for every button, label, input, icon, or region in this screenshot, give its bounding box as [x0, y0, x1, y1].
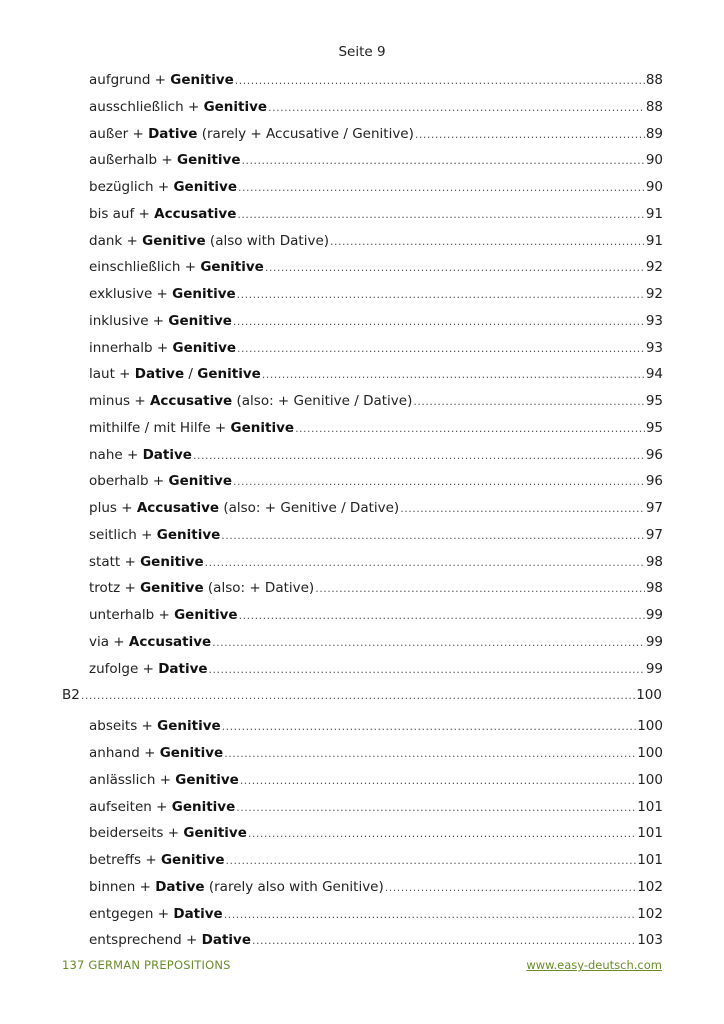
- toc-entry[interactable]: [89, 99, 663, 121]
- toc-entry-case: Genitive: [230, 419, 295, 436]
- toc-entry-label: [89, 233, 329, 249]
- toc-entry-text: seitlich +: [89, 526, 157, 543]
- toc-page-number: 93: [645, 312, 663, 329]
- toc-leader-dots: [233, 315, 645, 328]
- toc-entry-text: beiderseits +: [89, 825, 184, 842]
- toc-entry-label: [89, 99, 267, 115]
- toc-leader-dots: [236, 801, 636, 814]
- toc-entry[interactable]: [89, 393, 663, 415]
- toc-page-number: 94: [645, 366, 663, 383]
- toc-page-number: 101: [637, 852, 663, 868]
- toc-entry-text: abseits +: [89, 718, 158, 735]
- toc-entry-case: Dative: [158, 660, 208, 677]
- toc-page-number: 91: [645, 232, 663, 249]
- toc-entry-label: [89, 447, 192, 463]
- toc-entry-case: Genitive: [200, 259, 264, 276]
- toc-section-heading[interactable]: [62, 687, 662, 709]
- toc-entry-case: Genitive: [197, 366, 261, 383]
- toc-entry-label: [89, 206, 236, 222]
- toc-entry-text: B2: [62, 687, 80, 704]
- toc-entry-label: [89, 745, 223, 761]
- toc-entry-label: [89, 906, 223, 922]
- toc-entry[interactable]: [89, 366, 663, 388]
- toc-entry-text: /: [184, 366, 198, 383]
- toc-entry-case: Genitive: [172, 286, 236, 302]
- toc-page-number: 96: [645, 446, 663, 463]
- toc-page-number: 98: [645, 553, 663, 570]
- toc-entry-case: Genitive: [173, 179, 237, 195]
- toc-leader-dots: [212, 636, 645, 649]
- toc-leader-dots: [209, 663, 645, 676]
- toc-entry-case: Genitive: [175, 771, 239, 788]
- toc-entry-label: [89, 527, 220, 543]
- toc-entry-text: aufgrund +: [89, 72, 171, 88]
- toc-entry-text: zufolge +: [89, 660, 159, 677]
- toc-page-number: 88: [645, 98, 663, 115]
- toc-entry-text: inklusive +: [89, 312, 169, 329]
- toc-page-number: 101: [637, 798, 663, 815]
- toc-leader-dots: [238, 181, 645, 194]
- toc-leader-dots: [265, 261, 645, 274]
- toc-leader-dots: [400, 502, 645, 515]
- toc-entry-case: Accusative: [154, 205, 237, 222]
- toc-entry-text: außerhalb +: [89, 152, 177, 169]
- toc-entry-text: anhand +: [89, 745, 160, 761]
- toc-entry-text: (rarely + Accusative / Genitive): [197, 125, 414, 142]
- toc-leader-dots: [240, 774, 636, 787]
- toc-entry[interactable]: [89, 500, 663, 522]
- toc-leader-dots: [224, 908, 637, 921]
- toc-entry-text: bis auf +: [89, 205, 155, 222]
- toc-entry-case: Genitive: [174, 607, 238, 623]
- toc-entry-label: [89, 259, 264, 275]
- toc-entry-text: ausschließlich +: [89, 98, 204, 115]
- toc-leader-dots: [252, 934, 636, 947]
- toc-entry[interactable]: [89, 126, 663, 148]
- toc-entry-label: [89, 799, 235, 815]
- toc-leader-dots: [225, 854, 636, 867]
- toc-entry-text: oberhalb +: [89, 473, 169, 490]
- toc-leader-dots: [415, 128, 645, 141]
- toc-leader-dots: [224, 747, 636, 760]
- toc-entry-text: einschließlich +: [89, 259, 201, 276]
- toc-entry-label: [89, 879, 384, 895]
- toc-entry-text: mithilfe / mit Hilfe +: [89, 419, 231, 436]
- page-header: Seite 9: [338, 44, 386, 60]
- toc-leader-dots: [268, 101, 645, 114]
- toc-entry[interactable]: [89, 179, 663, 201]
- toc-leader-dots: [81, 689, 635, 702]
- toc-page-number: 95: [645, 419, 663, 436]
- toc-entry-label: [89, 554, 204, 570]
- toc-entry-text: nahe +: [89, 446, 143, 463]
- toc-entry-label: [89, 852, 224, 868]
- toc-page-number: 97: [645, 526, 663, 543]
- toc-entry-label: [89, 313, 232, 329]
- toc-entry-label: [89, 126, 414, 142]
- toc-page-number: 96: [645, 473, 663, 490]
- toc-entry-case: Dative: [142, 446, 192, 463]
- toc-entry[interactable]: [89, 906, 663, 928]
- toc-entry-text: aufseiten +: [89, 798, 172, 815]
- toc-leader-dots: [237, 208, 644, 221]
- toc-entry[interactable]: [89, 259, 663, 281]
- toc-entry[interactable]: [89, 313, 663, 335]
- toc-entry-text: bezüglich +: [89, 179, 174, 195]
- toc-leader-dots: [221, 529, 645, 542]
- toc-page-number: 102: [637, 905, 663, 922]
- toc-entry-text: laut +: [89, 366, 135, 383]
- toc-entry[interactable]: [89, 420, 663, 442]
- toc-entry-text: (also: + Genitive / Dative): [219, 500, 400, 516]
- toc-entry-label: [89, 420, 294, 436]
- toc-page-number: 88: [645, 72, 663, 88]
- toc-entry-text: via +: [89, 633, 129, 650]
- toc-page-number: 100: [637, 771, 663, 788]
- toc-entry-case: Genitive: [183, 825, 247, 842]
- toc-page-number: 100: [636, 687, 662, 704]
- toc-entry-case: Genitive: [159, 745, 224, 761]
- toc-page-number: 101: [637, 825, 663, 842]
- toc-leader-dots: [237, 288, 645, 301]
- toc-entry-label: [62, 687, 80, 703]
- toc-leader-dots: [295, 422, 645, 435]
- toc-page-number: 99: [645, 607, 663, 623]
- toc-entry-text: exklusive +: [89, 286, 173, 302]
- toc-page-number: 90: [645, 179, 663, 195]
- toc-entry[interactable]: [89, 607, 663, 629]
- toc-page-number: 99: [645, 660, 663, 677]
- toc-entry[interactable]: [89, 233, 663, 255]
- toc-entry-case: Genitive: [156, 526, 221, 543]
- toc-page-number: 100: [637, 718, 663, 735]
- toc-entry-case: Accusative: [128, 633, 212, 650]
- toc-entry-text: unterhalb +: [89, 607, 175, 623]
- toc-entry-label: [89, 825, 247, 841]
- toc-entry-text: statt +: [89, 553, 141, 570]
- page-footer: [62, 958, 662, 972]
- toc-entry-label: [89, 580, 314, 596]
- toc-entry[interactable]: [89, 745, 663, 767]
- toc-entry-text: (also: + Genitive / Dative): [232, 393, 413, 409]
- toc-page-number: 92: [645, 259, 663, 276]
- toc-entry-text: minus +: [89, 393, 150, 409]
- toc-entry-label: [89, 932, 251, 948]
- toc-entry-case: Dative: [201, 932, 251, 949]
- toc-entry-label: [89, 72, 234, 88]
- toc-page-number: 97: [645, 500, 663, 516]
- toc-entry-case: Accusative: [149, 393, 233, 409]
- toc-page-number: 100: [637, 745, 663, 761]
- toc-entry-label: [89, 179, 237, 195]
- toc-page-number: 89: [645, 125, 663, 142]
- footer-website-link[interactable]: www.easy-deutsch.com: [526, 958, 662, 972]
- toc-leader-dots: [235, 74, 645, 87]
- toc-entry-text: binnen +: [89, 878, 156, 895]
- toc-entry-label: [89, 473, 232, 489]
- toc-entry-text: außer +: [89, 125, 149, 142]
- toc-leader-dots: [413, 395, 644, 408]
- toc-entry-case: Genitive: [142, 232, 206, 249]
- toc-entry-case: Dative: [155, 878, 205, 895]
- toc-entry-label: [89, 607, 238, 623]
- toc-entry[interactable]: [89, 286, 663, 308]
- toc-leader-dots: [205, 556, 645, 569]
- toc-entry-label: [89, 500, 399, 516]
- toc-entry-text: betreffs +: [89, 852, 161, 868]
- toc-entry[interactable]: [89, 772, 663, 794]
- toc-entry-case: Accusative: [136, 500, 220, 516]
- toc-entry-text: innerhalb +: [89, 339, 173, 356]
- toc-entry[interactable]: [89, 72, 663, 94]
- toc-entry[interactable]: [89, 852, 663, 874]
- toc-entry[interactable]: [89, 580, 663, 602]
- toc-leader-dots: [315, 582, 645, 595]
- toc-entry-case: Genitive: [160, 852, 225, 868]
- toc-page-number: 103: [637, 932, 663, 949]
- toc-page-number: 93: [645, 339, 663, 356]
- toc-entry-label: [89, 286, 236, 302]
- toc-page-number: 99: [645, 633, 663, 650]
- toc-entry[interactable]: [89, 206, 663, 228]
- toc-entry-case: Genitive: [168, 312, 232, 329]
- toc-entry-text: plus +: [89, 500, 137, 516]
- toc-entry[interactable]: [89, 527, 663, 549]
- toc-entry-text: (also with Dative): [205, 232, 330, 249]
- toc-entry-case: Dative: [148, 125, 198, 142]
- toc-entry[interactable]: [89, 825, 663, 847]
- toc-leader-dots: [330, 235, 645, 248]
- toc-leader-dots: [262, 368, 645, 381]
- toc-entry-case: Dative: [134, 366, 185, 383]
- toc-entry-text: entsprechend +: [89, 932, 202, 949]
- toc-leader-dots: [233, 475, 645, 488]
- toc-entry-case: Genitive: [170, 72, 234, 88]
- toc-entry-case: Genitive: [172, 339, 237, 356]
- toc-page-number: 102: [637, 878, 663, 895]
- toc-entry[interactable]: [89, 799, 663, 821]
- toc-entry-label: [89, 634, 211, 650]
- toc-leader-dots: [385, 881, 636, 894]
- toc-leader-dots: [222, 720, 637, 733]
- toc-page-number: 91: [645, 205, 663, 222]
- toc-entry-text: entgegen +: [89, 905, 174, 922]
- toc-entry[interactable]: [89, 152, 663, 174]
- toc-page-number: 92: [645, 286, 663, 302]
- toc-entry[interactable]: [89, 473, 663, 495]
- toc-entry-case: Genitive: [157, 718, 221, 735]
- toc-entry-label: [89, 366, 261, 382]
- toc-entry-case: Genitive: [140, 553, 204, 570]
- toc-leader-dots: [239, 609, 645, 622]
- toc-page-number: 90: [645, 152, 663, 169]
- toc-entry[interactable]: [89, 340, 663, 362]
- toc-leader-dots: [242, 154, 645, 167]
- toc-entry-text: anlässlich +: [89, 771, 176, 788]
- toc-entry[interactable]: [89, 447, 663, 469]
- toc-entry-case: Genitive: [168, 473, 233, 490]
- toc-entry[interactable]: [89, 932, 663, 954]
- toc-entry-case: Genitive: [203, 98, 268, 115]
- toc-entry-text: dank +: [89, 232, 143, 249]
- toc-entry[interactable]: [89, 879, 663, 901]
- toc-leader-dots: [248, 827, 636, 840]
- toc-entry-label: [89, 340, 236, 356]
- toc-leader-dots: [193, 449, 645, 462]
- toc-entry-label: [89, 772, 239, 788]
- toc-entry-text: trotz +: [89, 580, 141, 597]
- toc-entry[interactable]: [89, 634, 663, 656]
- toc-entry-case: Dative: [173, 905, 223, 922]
- toc-entry-text: (rarely also with Genitive): [204, 878, 384, 895]
- toc-leader-dots: [237, 342, 645, 355]
- toc-entry-case: Genitive: [171, 798, 236, 815]
- toc-entry-text: (also: + Dative): [203, 580, 315, 597]
- footer-book-title: 137 GERMAN PREPOSITIONS: [62, 958, 231, 972]
- toc-entry-label: [89, 718, 221, 734]
- toc-entry-case: Genitive: [140, 580, 204, 597]
- toc-entry-label: [89, 661, 208, 677]
- toc-page-number: 98: [645, 580, 663, 597]
- toc-entry[interactable]: [89, 661, 663, 683]
- toc-entry-case: Genitive: [177, 152, 241, 169]
- toc-entry-label: [89, 152, 241, 168]
- toc-entry[interactable]: [89, 554, 663, 576]
- toc-entry-label: [89, 393, 412, 409]
- toc-page-number: 95: [645, 393, 663, 409]
- toc-entry[interactable]: [89, 718, 663, 740]
